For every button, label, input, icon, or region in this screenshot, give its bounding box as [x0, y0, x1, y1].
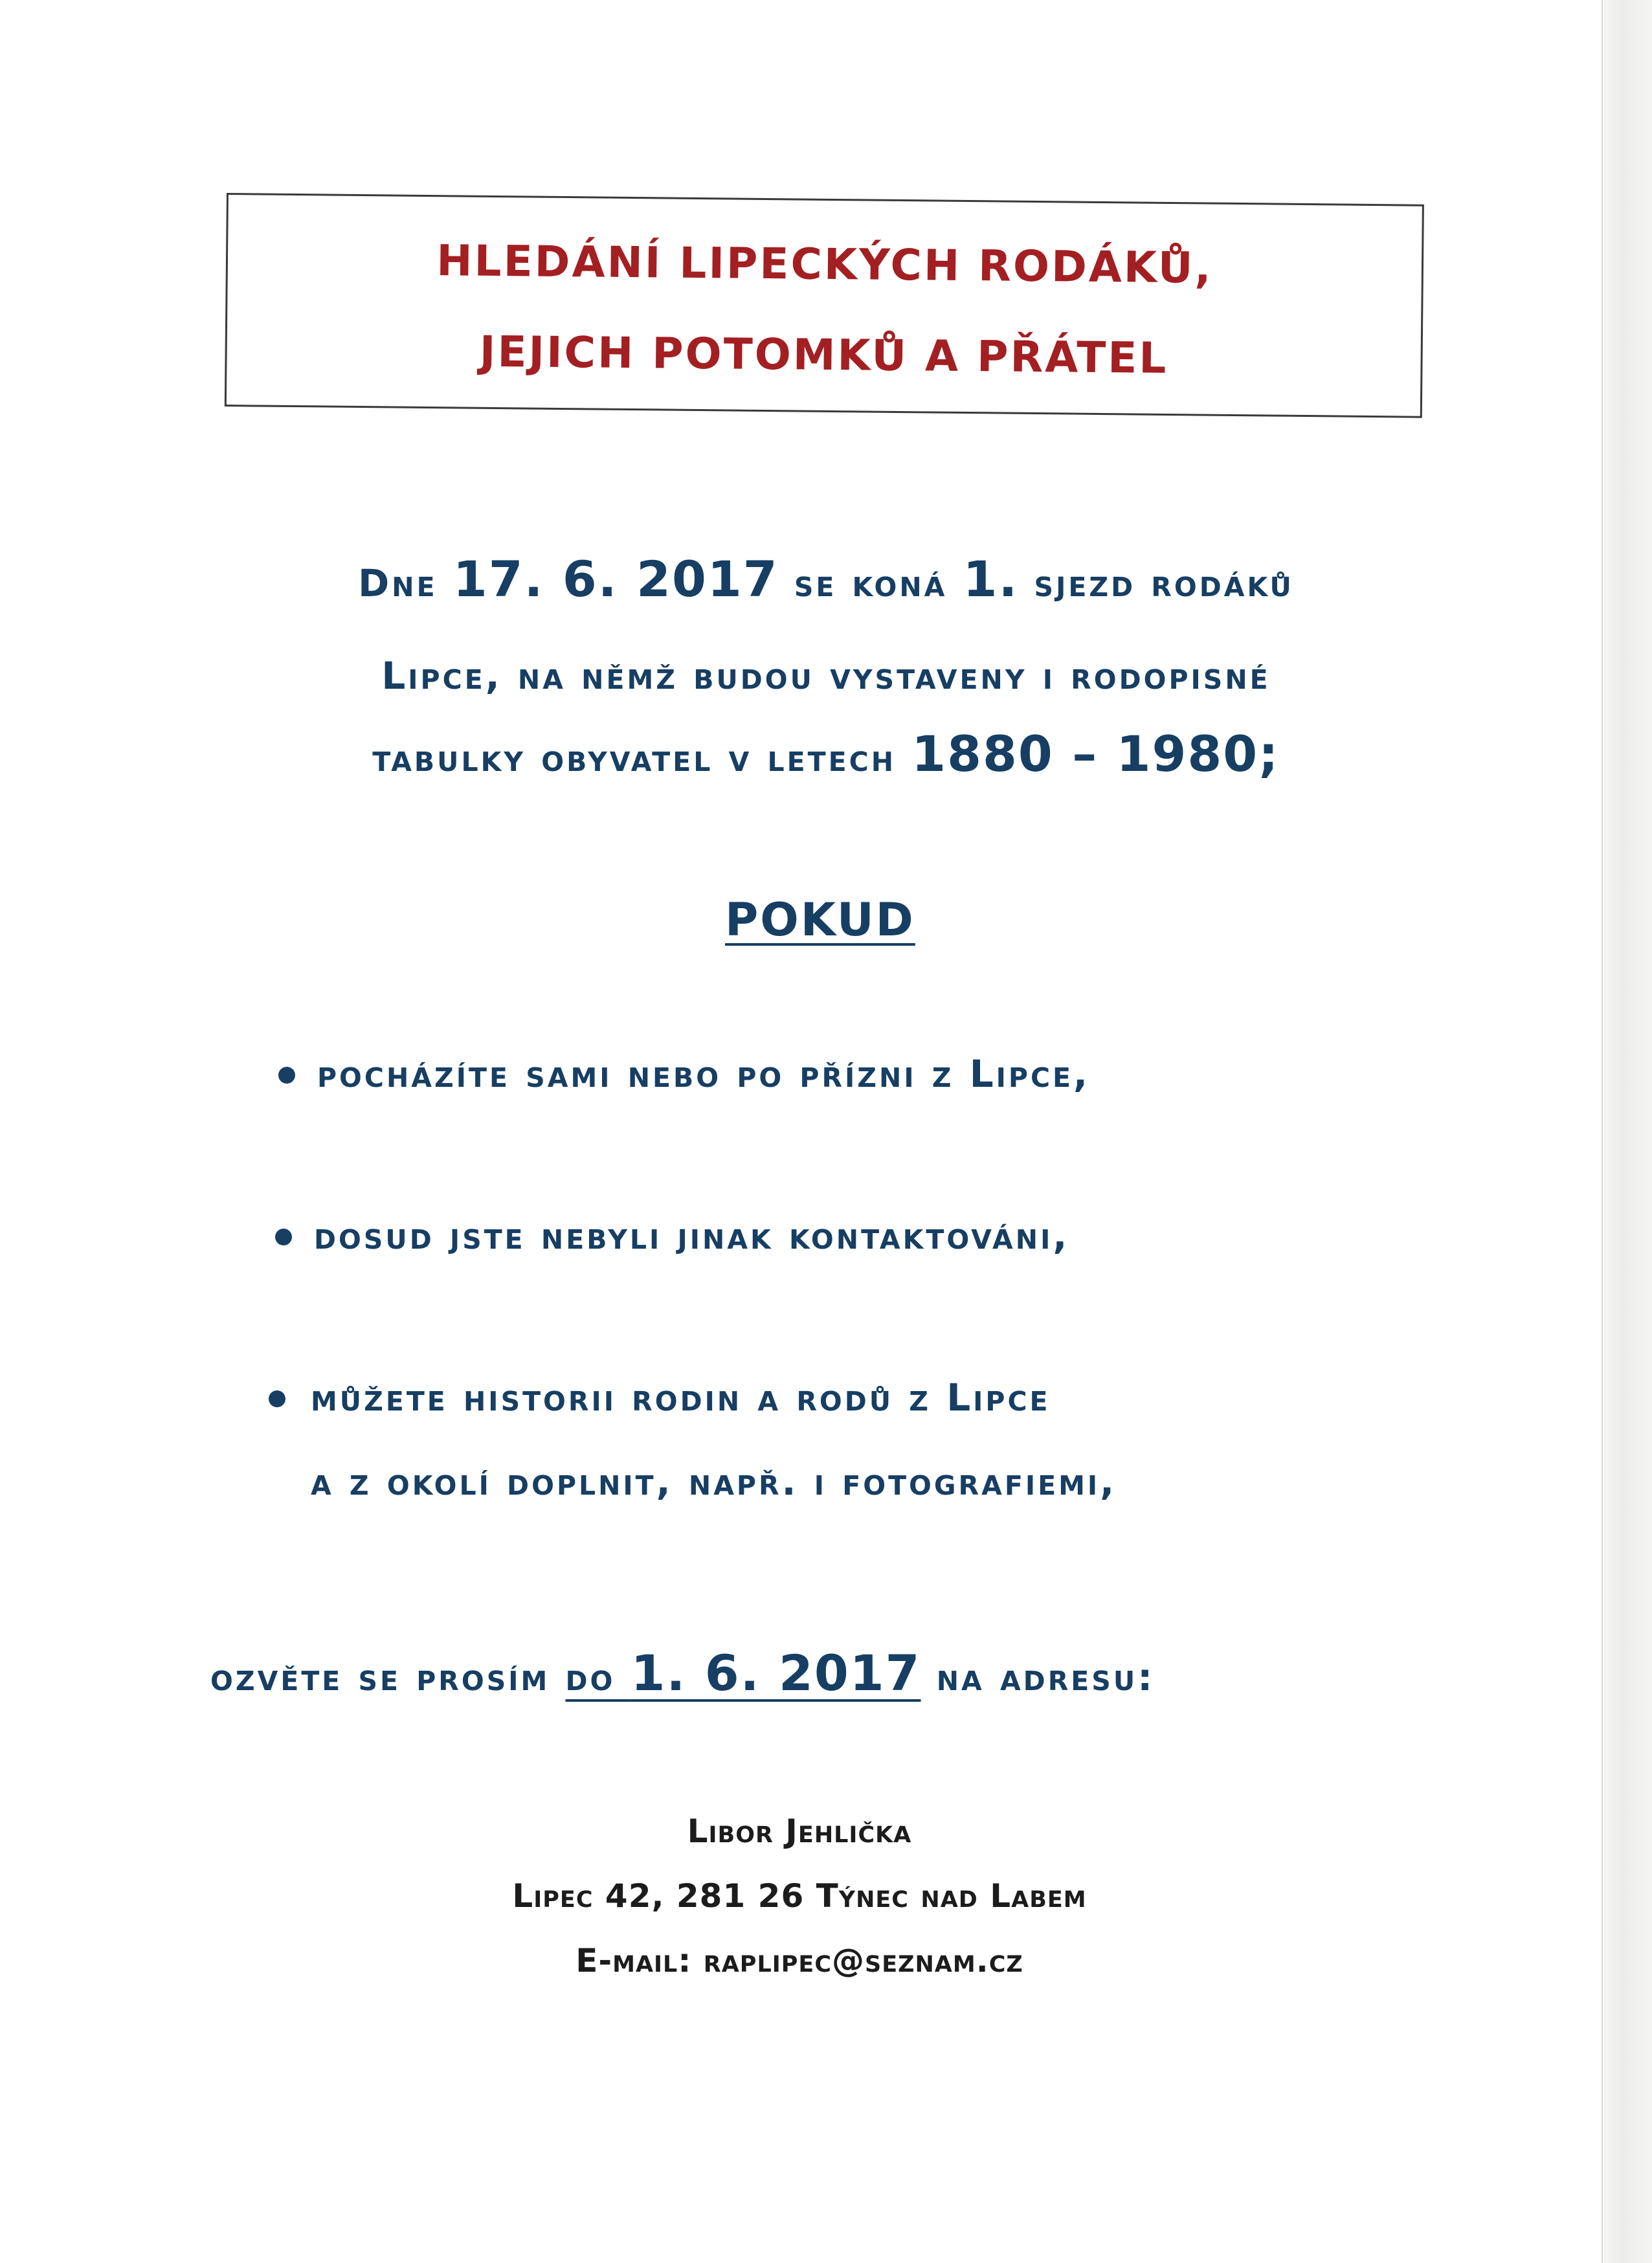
deadline-text-b: na adresu:	[921, 1655, 1155, 1699]
contact-street: Lipec 42, 281 26 Týnec nad Labem	[512, 1877, 1087, 1915]
deadline-do: do	[565, 1655, 631, 1699]
years-range: 1880 – 1980;	[911, 725, 1280, 783]
deadline-line	[210, 1644, 1155, 1702]
bullet-item-1: pocházíte sami nebo po přízni z Lipce,	[317, 1052, 1091, 1096]
contact-name: Libor Jehlička	[687, 1812, 912, 1850]
intro-text-a: Dne	[358, 561, 453, 605]
bullet-dot-2	[275, 1229, 292, 1245]
intro-line-3	[0, 725, 1652, 783]
bullet-item-2: dosud jste nebyli jinak kontaktováni,	[314, 1214, 1070, 1258]
bullet-item-3: můžete historii rodin a rodů z Lipce	[311, 1376, 1051, 1420]
title-box	[225, 193, 1424, 418]
deadline-underlined	[565, 1644, 921, 1702]
intro-line-1	[0, 550, 1652, 608]
page-edge	[1602, 0, 1652, 2263]
bullet-item-3-continued: a z okolí doplnit, např. i fotografiemi,	[311, 1460, 1117, 1504]
intro-text-d: tabulky obyvatel v letech	[372, 736, 912, 780]
deadline-text-a: ozvěte se prosím	[210, 1655, 566, 1699]
event-number: 1.	[963, 550, 1019, 608]
intro-text-b: se koná	[778, 561, 963, 605]
contact-email: E-mail: raplipec@seznam.cz	[575, 1942, 1023, 1979]
deadline-date: 1. 6. 2017	[631, 1644, 921, 1702]
pokud-heading: POKUD	[725, 893, 915, 946]
bullet-dot-1	[278, 1067, 295, 1084]
intro-text-c: sjezd rodáků	[1018, 561, 1294, 605]
intro-line-2: Lipce, na němž budou vystaveny i rodopisné	[381, 654, 1271, 698]
title-line-1: HLEDÁNÍ LIPECKÝCH RODÁKŮ,	[436, 236, 1213, 293]
bullet-dot-3	[269, 1390, 285, 1407]
title-line-2: JEJICH POTOMKŮ A PŘÁTEL	[479, 326, 1168, 383]
event-date: 17. 6. 2017	[452, 550, 779, 608]
